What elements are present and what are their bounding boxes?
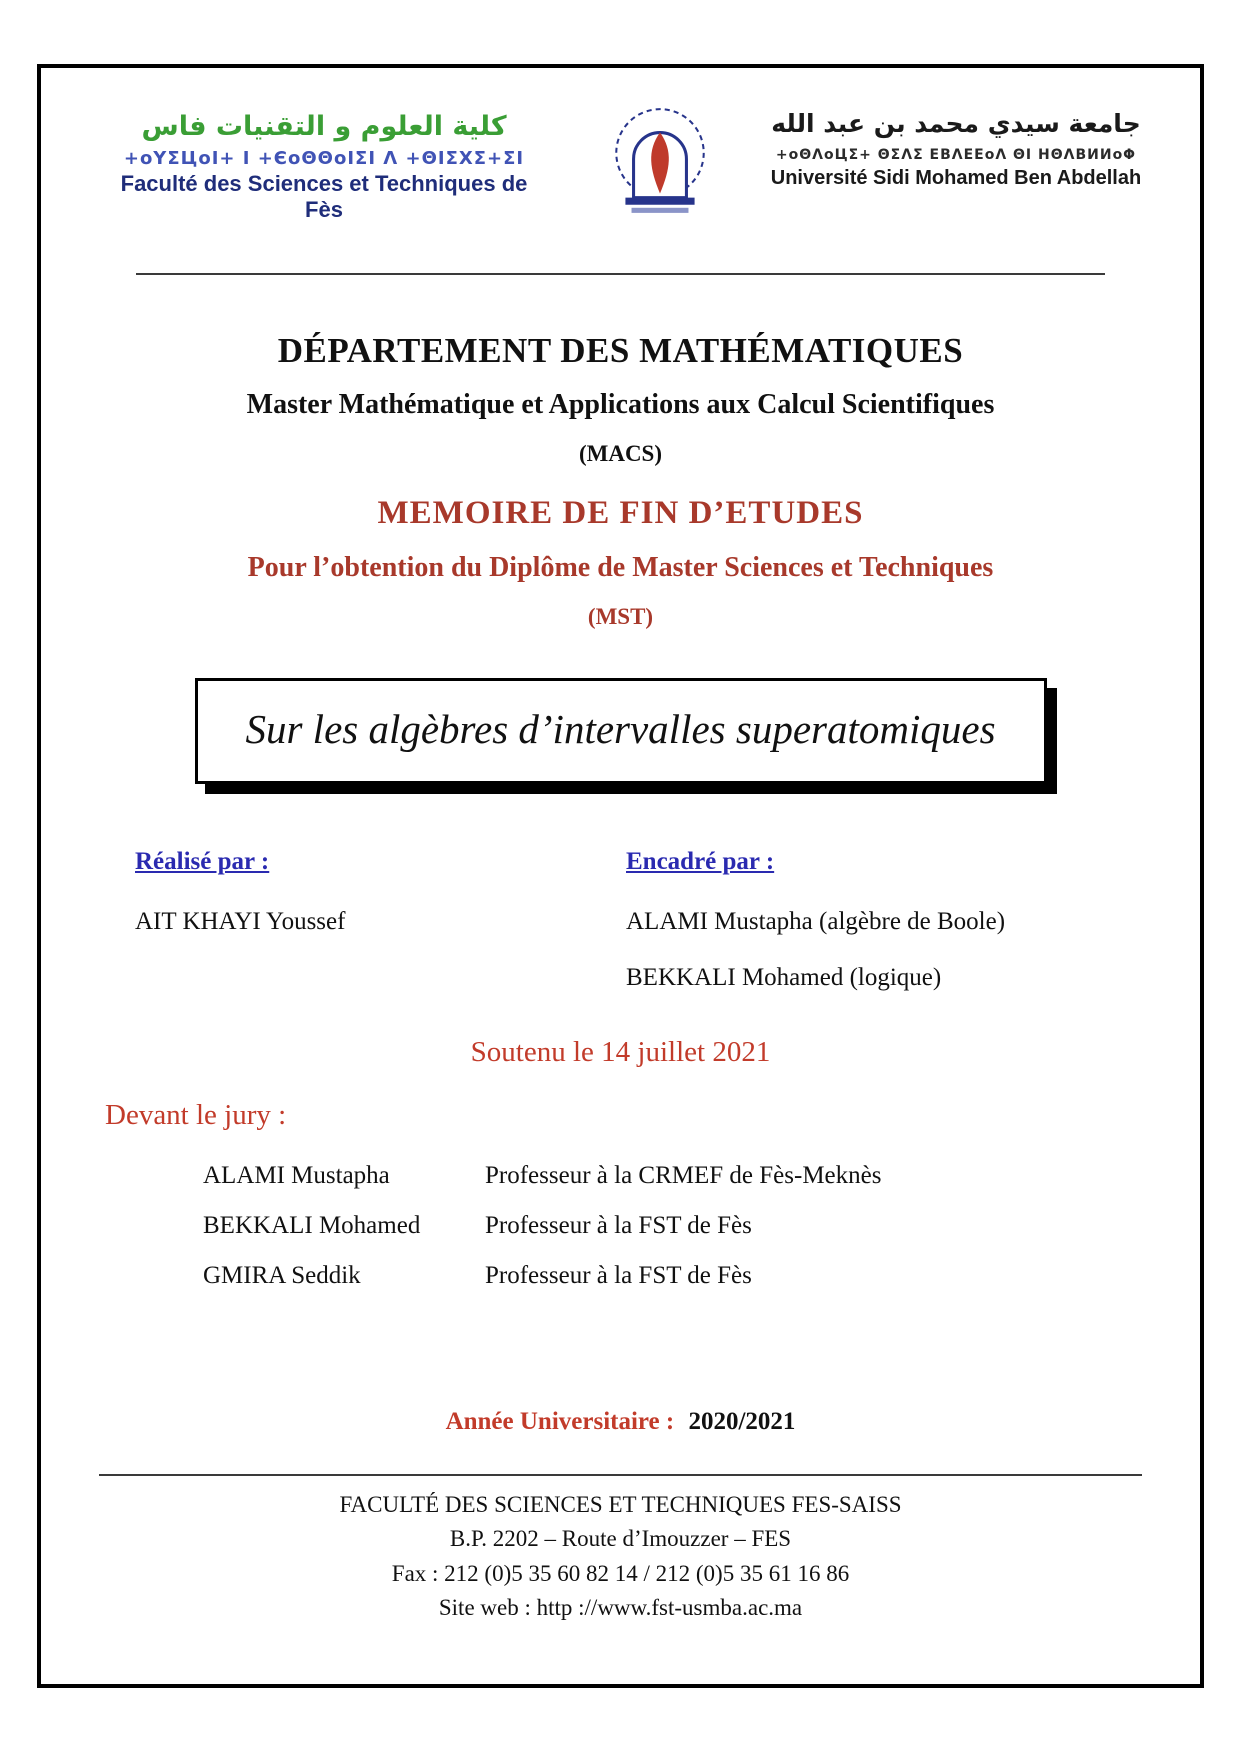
- defense-date: Soutenu le 14 juillet 2021: [470, 1035, 771, 1068]
- master-program-title: Master Mathématique et Applications aux Calcul Scientifiques: [246, 388, 995, 420]
- credits-section: [99, 848, 1142, 992]
- jury-member-title: Professeur à la CRMEF de Fès-Meknès: [485, 1161, 882, 1189]
- university-name-tifinagh: +oΘΛoЦΣ+ ΘΣΛΣ ΕΒΛΕΕoΛ ΘΙ ΗΘΛΒИИoΦ: [775, 146, 1137, 163]
- author-label: Réalisé par :: [135, 847, 270, 875]
- macs-abbreviation: (MACS): [578, 440, 663, 466]
- thesis-title: Sur les algèbres d’intervalles superatomiques: [245, 705, 996, 752]
- thesis-title-box: [195, 678, 1047, 784]
- mst-abbreviation: (MST): [587, 603, 654, 629]
- header: [99, 98, 1142, 223]
- jury-heading: Devant le jury :: [105, 1098, 287, 1131]
- footer-fax-line: Fax : 212 (0)5 35 60 82 14 / 212 (0)5 35 61 16 86: [391, 1560, 850, 1586]
- academic-year-label: Année Universitaire :: [445, 1407, 675, 1435]
- memoire-heading: MEMOIRE DE FIN D’ETUDES: [377, 494, 864, 531]
- academic-year-value: 2020/2021: [688, 1407, 796, 1435]
- page-border-frame: [37, 64, 1204, 1688]
- faculty-name-french: Faculté des Sciences et Techniques de Fès: [120, 170, 528, 222]
- university-name-arabic: جامعة سيدي محمد بن عبد الله: [771, 109, 1141, 138]
- jury-member-name: GMIRA Seddik: [203, 1261, 361, 1289]
- academic-year: [99, 1408, 1142, 1436]
- faculty-name-arabic: كلية العلوم و التقنيات فاس: [141, 111, 507, 142]
- university-header-block: [770, 98, 1142, 190]
- author-name: AIT KHAYI Youssef: [135, 907, 346, 935]
- header-divider: [136, 273, 1106, 275]
- university-name-french: Université Sidi Mohamed Ben Abdellah: [770, 166, 1142, 189]
- jury-member-title: Professeur à la FST de Fès: [485, 1261, 752, 1289]
- footer-address-line: B.P. 2202 – Route d’Imouzzer – FES: [449, 1526, 792, 1552]
- jury-member-name: BEKKALI Mohamed: [203, 1211, 421, 1239]
- jury-member-title: Professeur à la FST de Fès: [485, 1211, 752, 1239]
- jury-member-name: ALAMI Mustapha: [203, 1161, 390, 1189]
- faculty-name-tifinagh: +oYΣЦoI+ I +ЄoΘΘoIΣI Λ +ΘIΣΧΣ+ΣI: [123, 147, 525, 169]
- diploma-subtitle: Pour l’obtention du Diplôme de Master Sciences et Techniques: [247, 551, 994, 583]
- department-title: DÉPARTEMENT DES MATHÉMATIQUES: [277, 330, 964, 370]
- supervisor-column: [590, 848, 1142, 992]
- footer-website-line: Site web : http ://www.fst-usmba.ac.ma: [438, 1595, 803, 1621]
- jury-table: [203, 1162, 1142, 1290]
- supervisor-name: BEKKALI Mohamed (logique): [626, 963, 942, 991]
- university-logo: [600, 98, 720, 220]
- faculty-header-block: [99, 98, 549, 223]
- supervisor-name: ALAMI Mustapha (algèbre de Boole): [626, 907, 1006, 935]
- author-column: [135, 848, 590, 992]
- footer-divider: [99, 1474, 1142, 1476]
- supervisor-label: Encadré par :: [626, 847, 775, 875]
- university-emblem-icon: [609, 100, 711, 220]
- footer-faculty-line: FACULTÉ DES SCIENCES ET TECHNIQUES FES-SAISS: [339, 1491, 902, 1517]
- footer: [99, 1488, 1142, 1626]
